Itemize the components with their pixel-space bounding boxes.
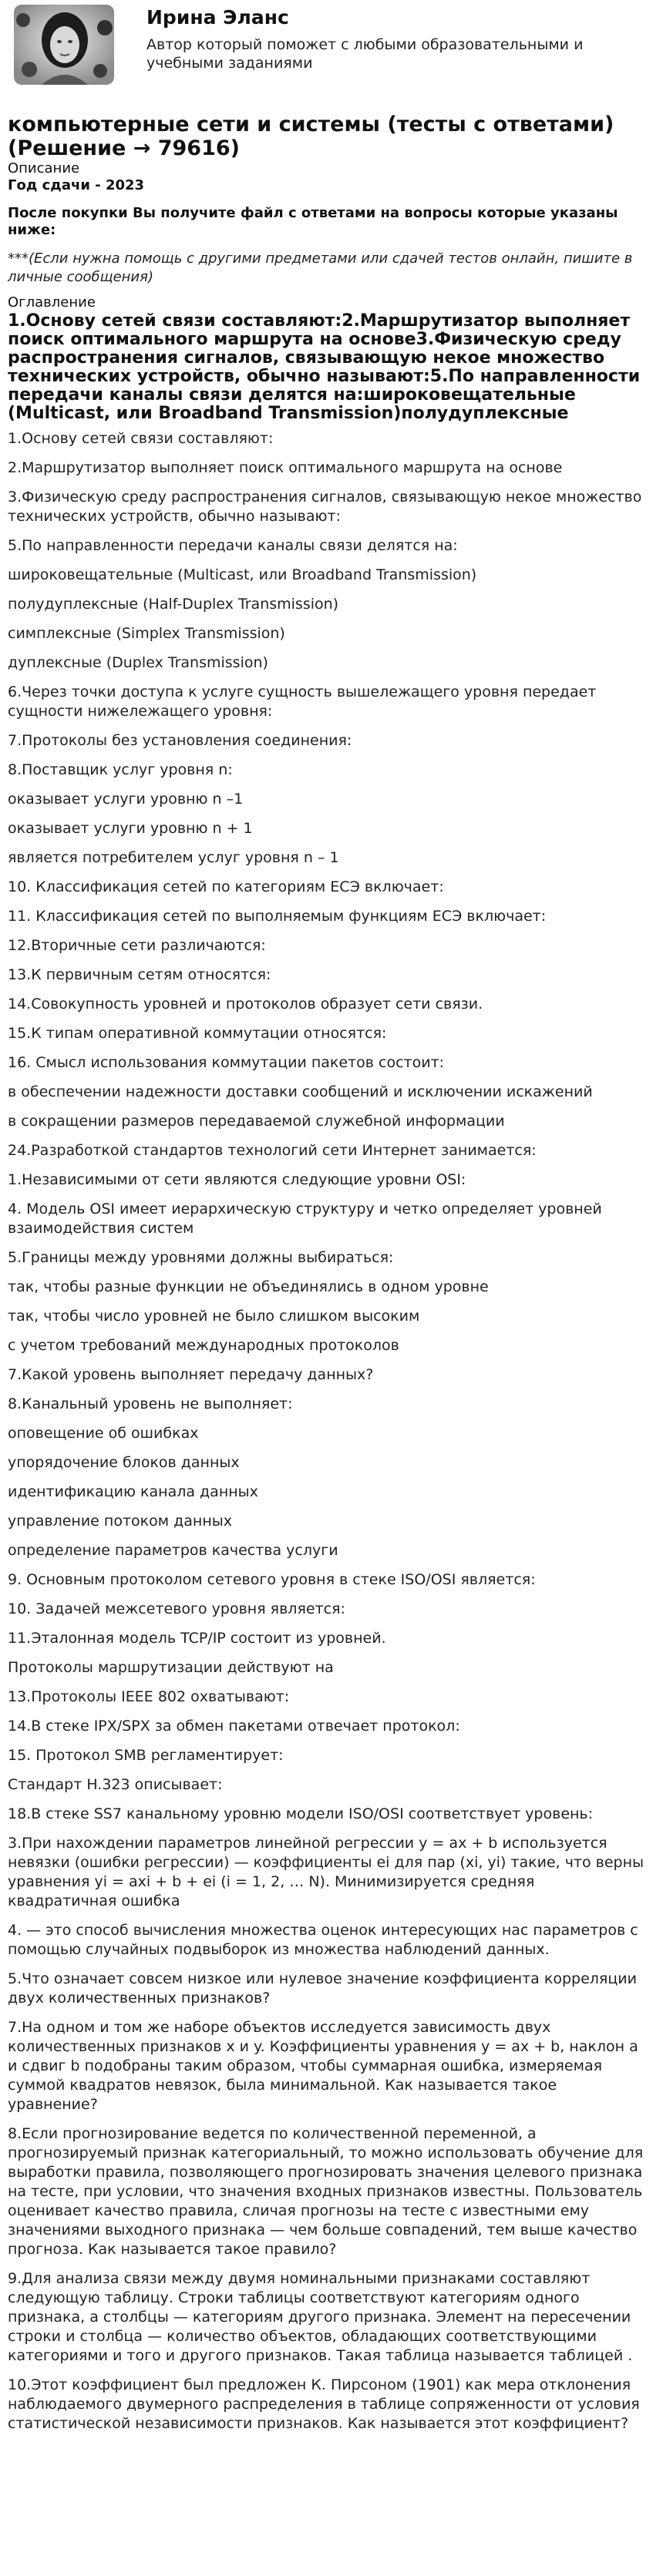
question-line: управление потоком данных [8,1513,232,1530]
question-line: 10. Задачей межсетевого уровня является: [8,1600,345,1617]
question-line: в сокращении размеров передаваемой служебной информации [8,1113,505,1130]
question-line: 4. Модель OSI имеет иерархическую структуру и четко определяет уровней взаимодействия систем [8,1201,602,1237]
question-line: 14.В стеке IPX/SPX за обмен пакетами отвечает протокол: [8,1718,460,1735]
question-line: 12.Вторичные сети различаются: [8,937,266,954]
question-line: является потребителем услуг уровня n – 1 [8,849,339,866]
help-note: ***(Если нужна помощь с другими предметами или сдачей тестов онлайн, пишите в личные сообщения) [8,250,633,285]
question-line: так, чтобы число уровней не было слишком высоким [8,1308,420,1325]
question-line: 2.Маршрутизатор выполняет поиск оптимального маршрута на основе [8,459,563,476]
question-line: 18.В стеке SS7 канальному уровню модели ISO/OSI соответствует уровень: [8,1805,594,1822]
question-line: 8.Если прогнозирование ведется по количественной переменной, а прогнозируемый признак категориальный, то можно использовать обучение для выработки правила, позволяющего прогнозировать значения целевого признака на тесте, при условии, что значения входных признаков известны. Пользователь оценивает качество правила, сличая прогнозы на тесте с известными ему значениями выходного признака — чем больше совпадений, тем выше качество прогноза. Как называется такое правило? [8,2125,644,2258]
question-line: 10.Этот коэффициент был предложен К. Пирсоном (1901) как мера отклонения наблюдаемого двумерного распределения в таблице сопряженности от условия статистической независимости признаков. Как называется этот коэффициент? [8,2376,640,2432]
description-label: Описание [8,160,80,176]
question-line: 7.Протоколы без установления соединения: [8,732,352,749]
question-line: 1.Независимыми от сети являются следующие уровни OSI: [8,1171,466,1188]
question-line: идентификацию канала данных [8,1483,258,1500]
question-line: 15. Протокол SMB регламентирует: [8,1747,284,1764]
author-header [8,0,645,89]
question-line: 4. — это способ вычисления множества оценок интересующих нас параметров с помощью случайных подвыборок из множества наблюдений данных. [8,1922,638,1958]
question-line: определение параметров качества услуги [8,1542,338,1559]
question-line: Протоколы маршрутизации действуют на [8,1659,334,1676]
question-line: 11. Классификация сетей по выполняемым функциям ЕСЭ включает: [8,908,547,925]
toc-label: Оглавление [8,294,96,311]
question-line: оповещение об ошибках [8,1425,199,1442]
question-line: 7.На одном и том же наборе объектов исследуется зависимость двух количественных признаков x и y. Коэффициенты уравнения y = ax + b, наклон a и сдвиг b подобраны таким образом, чтобы суммарная ошибка, измеряемая суммой квадратов невязок, была минимальной. Как называется такое уравнение? [8,2019,638,2113]
question-line: 6.Через точки доступа к услуге сущность вышележащего уровня передает сущности нижележащего уровня: [8,683,597,720]
question-line: 3.При нахождении параметров линейной регрессии y = ax + b используется невязки (ошибки регрессии) — коэффициенты ei для пар (xi, yi) такие, что верны уравнения yi = axi + b + ei (i = 1, 2, … N). Минимизируется средняя квадратичная ошибка [8,1835,645,1909]
question-line: 5.Что означает совсем низкое или нулевое значение коэффициента корреляции двух количественных признаков? [8,1970,637,2007]
question-line: так, чтобы разные функции не объединялись в одном уровне [8,1278,489,1295]
question-line: полудуплексные (Half-Duplex Transmission) [8,596,339,613]
question-line: 8.Поставщик услуг уровня n: [8,761,233,778]
question-line: 5.По направленности передачи каналы связи делятся на: [8,537,458,554]
question-line: 13.Протоколы IEEE 802 охватывают: [8,1688,290,1705]
question-line: 16. Смысл использования коммутации пакетов состоит: [8,1054,445,1071]
toc-text: 1.Основу сетей связи составляют:2.Маршрутизатор выполняет поиск оптимального маршрута на основе3.Физическую среду распространения сигналов, связывающую некое множество технических устройств, обычно называют:5.По направленности передачи каналы связи делятся на:широковещательные (Multicast, или Broadband Transmission)полудуплексные [8,311,641,423]
question-line: с учетом требований международных протоколов [8,1337,399,1354]
question-line: симплексные (Simplex Transmission) [8,625,285,642]
author-avatar[interactable] [14,5,114,85]
question-line: 13.К первичным сетям относятся: [8,966,271,983]
question-line: 14.Совокупность уровней и протоколов образует сети связи. [8,996,483,1013]
question-line: 5.Границы между уровнями должны выбираться: [8,1249,394,1266]
page-title: компьютерные сети и системы (тесты с ответами) (Решение → 79616) [8,113,614,160]
question-line: широковещательные (Multicast, или Broadband Transmission) [8,566,477,583]
question-line: 15.К типам оперативной коммутации относятся: [8,1025,387,1042]
question-line: 9. Основным протоколом сетевого уровня в стеке ISO/OSI является: [8,1571,536,1588]
author-name[interactable]: Ирина Эланс [146,6,289,29]
question-line: 7.Какой уровень выполняет передачу данных? [8,1366,374,1383]
year-label: Год сдачи - 2023 [8,177,145,193]
question-list [8,429,645,2433]
question-line: 8.Канальный уровень не выполняет: [8,1395,293,1412]
question-line: 9.Для анализа связи между двумя номинальными признаками составляют следующую таблицу. Строки таблицы соответствуют категориям одного признака, а столбцы — категориям другого признака. Элемент на пересечении строки и столбца — количество объектов, обладающих соответствующими категориями и того и другого признаков. Такая таблица называется таблицей . [8,2270,633,2364]
purchase-note: После покупки Вы получите файл с ответами на вопросы которые указаны ниже: [8,205,618,238]
question-line: 24.Разработкой стандартов технологий сети Интернет занимается: [8,1142,537,1159]
question-line: 10. Классификация сетей по категориям ЕСЭ включает: [8,878,444,895]
question-line: 3.Физическую среду распространения сигналов, связывающую некое множество технических устройств, обычно называют: [8,489,642,525]
question-line: 1.Основу сетей связи составляют: [8,430,274,447]
author-description: Автор который поможет с любыми образовательными и учебными заданиями [146,36,584,72]
question-line: оказывает услуги уровню n + 1 [8,820,253,837]
question-line: дуплексные (Duplex Transmission) [8,654,268,671]
question-line: оказывает услуги уровню n –1 [8,791,244,808]
question-line: 11.Эталонная модель TCP/IP состоит из уровней. [8,1630,386,1647]
question-line: упорядочение блоков данных [8,1454,240,1471]
question-line: Стандарт H.323 описывает: [8,1776,223,1793]
question-line: в обеспечении надежности доставки сообщений и исключении искажений [8,1083,593,1100]
